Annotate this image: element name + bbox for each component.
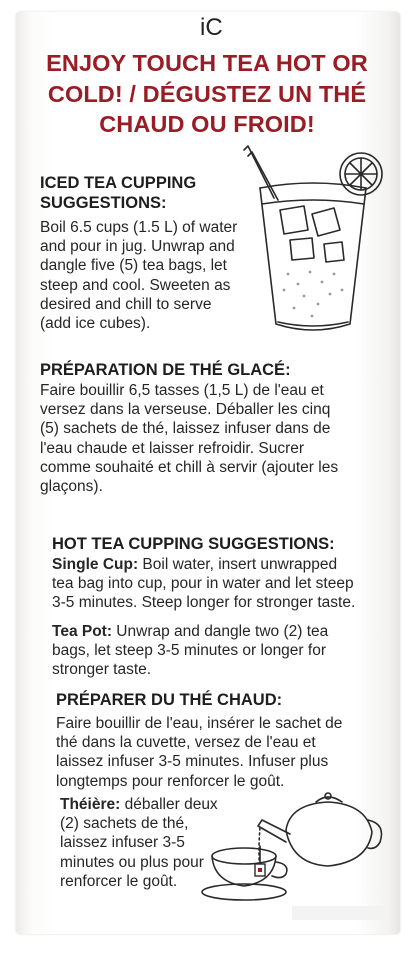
iced-en-line: steep and cool. Sweeten as	[40, 276, 231, 294]
hot-fr-line: (2) sachets de thé,	[60, 815, 189, 833]
iced-fr-heading: PRÉPARATION DE THÉ GLACÉ:	[40, 361, 291, 379]
hot-en-heading: HOT TEA CUPPING SUGGESTIONS:	[52, 535, 335, 553]
iced-en-line: Boil 6.5 cups (1.5 L) of water	[40, 219, 238, 236]
title-line-3: CHAUD OU FROID!	[99, 111, 315, 137]
theiere-label: Théière:	[60, 796, 121, 813]
hot-en-line: 3-5 minutes. Steep longer for stronger taste.	[52, 594, 356, 612]
iced-tea-glass-icon	[238, 144, 388, 344]
title-line-2: COLD! / DÉGUSTEZ UN THÉ	[47, 80, 367, 107]
iced-fr-line: (5) sachets de thé, laissez infuser dans de	[40, 420, 331, 438]
hot-fr-line: minutes ou plus pour	[60, 853, 204, 871]
hot-en-tea-pot	[52, 622, 328, 680]
iced-en-heading-line-1: ICED TEA CUPPING	[40, 174, 197, 192]
hot-fr-line: longtemps pour renforcer le goût.	[56, 772, 285, 790]
iced-fr-line: l'eau chaude et laisser refroidir. Sucrer	[40, 439, 305, 457]
hot-en-line: tea bag into cup, pour in water and let steep	[52, 575, 354, 593]
iced-fr-line: comme souhaité et chill à servir (ajouter les	[40, 458, 339, 476]
iced-en-line: desired and chill to serve	[40, 295, 212, 313]
bottom-sticker	[292, 906, 386, 920]
iced-en-heading-line-2: SUGGESTIONS:	[40, 194, 167, 212]
iced-fr-paragraph	[40, 381, 338, 496]
iced-en-line: and pour in jug. Unwrap and	[40, 238, 235, 256]
single-cup-label: Single Cup:	[52, 556, 139, 573]
hot-fr-line: Faire bouillir de l'eau, insérer le sachet de	[56, 715, 343, 732]
tea-pot-label: Tea Pot:	[52, 623, 112, 640]
top-logo-fragment: iC	[200, 14, 223, 41]
hot-fr-line: renforcer le goût.	[60, 872, 178, 890]
hot-fr-teapot	[60, 795, 218, 891]
page-title	[28, 48, 386, 140]
iced-en-line: dangle five (5) tea bags, let	[40, 257, 227, 275]
hot-en-line: bags, let steep 3-5 minutes or longer for	[52, 642, 326, 660]
teacup-icon	[200, 842, 296, 902]
hot-fr-line: déballer deux	[120, 796, 218, 813]
title-line-1: ENJOY TOUCH TEA HOT OR	[46, 50, 368, 76]
iced-en-line: (add ice cubes).	[40, 315, 151, 333]
hot-fr-heading: PRÉPARER DU THÉ CHAUD:	[56, 691, 283, 709]
hot-fr-paragraph	[56, 714, 342, 791]
iced-fr-line: glaçons).	[40, 478, 103, 496]
hot-fr-line: laissez infuser 3-5	[60, 834, 185, 852]
iced-fr-line: versez dans la verseuse. Déballer les cinq	[40, 401, 331, 419]
hot-en-line: stronger taste.	[52, 661, 152, 679]
hot-en-line: Unwrap and dangle two (2) tea	[112, 623, 329, 640]
iced-fr-line: Faire bouillir 6,5 tasses (1,5 L) de l'eau et	[40, 382, 324, 399]
hot-fr-line: thé dans la cuvette, versez de l'eau et	[56, 734, 316, 752]
hot-fr-line: laissez infuser 3-5 minutes. Infuser plus	[56, 753, 329, 771]
hot-en-line: Boil water, insert unwrapped	[138, 556, 338, 573]
hot-en-single-cup	[52, 555, 355, 613]
iced-en-heading	[40, 173, 196, 213]
iced-en-paragraph	[40, 218, 237, 333]
